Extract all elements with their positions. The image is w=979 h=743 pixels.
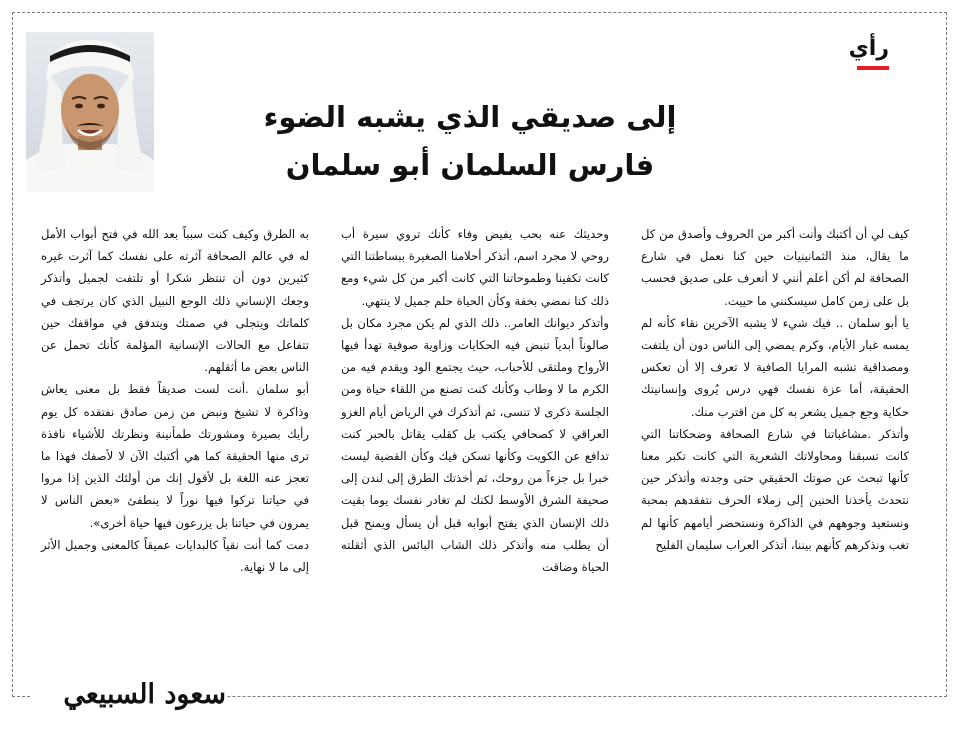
paragraph: يا أبو سلمان .. فيك شيء لا يشبه الآخرين نقاء كأنه لم يمسه غبار الأيام، وكرم يمضي إلى الناس دون أن يلتفت ومصداقية تشبه المرايا الصافية لا تعرف إلا أن تعكس الحقيقة، أما عزة نفسك فهي درس يُروى وإنسانيتك حكاية وجع جميل يشعر به كل من اقترب منك. [641,315,909,419]
article-column-3 [41,223,309,578]
article-column-1 [641,223,909,556]
paragraph: كيف لي أن أكتبك وأنت أكبر من الحروف وأصدق من كل ما يقال، منذ الثمانينيات حين كنا نعمل في شارع الصحافة لم أكن أعلم أنني لا أتعرف على صديق فحسب بل على زمن كامل سيسكنني ما حييت. [641,227,909,308]
section-label: رأي [848,36,889,61]
article-column-2 [341,223,609,578]
section-underline [857,66,889,70]
headline-line-2: فارس السلمان أبو سلمان [285,148,655,182]
author-signature: سعود السبيعي [30,676,226,712]
paragraph: به الطرق وكيف كنت سبباً بعد الله في فتح أبواب الأمل له في عالم الصحافة آثرته على نفسك كما آثرت غيره كثيرين دون أن تنتظر شكرا أو تلتفت لجميل وأتذكر وجعك الإنساني ذلك الوجع النبيل الذي كان يرتجف في كلماتك ويتجلى في صمتك ويتدفق في مواقفك حين تتفاعل مع الحالات الإنسانية المؤلمة كأنك تحمل عن الناس بعض ما أثقلهم. [41,227,309,375]
paragraph: دمت كما أنت نقياً كالبدايات عميقاً كالمعنى وجميل الأثر إلى ما لا نهاية. [41,537,309,575]
paragraph: وأتذكر ديوانك العامر.. ذلك الذي لم يكن مجرد مكان بل صالوناً أبدياً تنبض فيه الحكايات وزاوية صوفية تهدأ فيها الأرواح وملتقى للأحباب، حيث يجتمع الود ويقدم فيه من الكرم ما لا وطاب وكأنك كنت تصنع من اللقاء حياة ومن الجلسة ذكرى لا تنسى، ثم أتذكرك في الرياض أيام الغزو العراقي لا كصحافي يكتب بل كقلب يقاتل بالحبر كنت تدافع عن الكويت وكأنها تسكن فيك وكأن القضية ليست خبرا بل جزءاً من روحك، ثم أخذتك الطرق إلى لندن إلى صحيفة الشرق الأوسط لكنك لم تغادر نفسك يوما بقيت ذلك الإنسان الذي يفتح أبوابه قبل أن يسأل ويمنح قبل أن يطلب منه وأتذكر ذلك الشاب البائس الذي أثقلته الحياة وضاقت [341,315,609,575]
paragraph: وحديثك عنه بحب يفيض وفاء كأنك تروي سيرة أب روحي لا مجرد اسم، أتذكر أحلامنا الصغيرة ببساطتنا التي كانت تكفينا وطموحاتنا التي كانت أكبر من كل شيء ومع ذلك كنا نمضي بخفة وكأن الحياة حلم جميل لا ينتهي. [341,227,609,308]
paragraph: أبو سلمان .أنت لست صديقاً فقط بل معنى يعاش وذاكرة لا تشيخ ونبض من زمن صادق نفتقده كل يوم رأيك بصيرة ومشورتك طمأنينة ونظرتك للأشياء نافذة ترى منها الحقيقة كما هي أكتبك الآن لا لأصفك فهذا ما تعجز عنه اللغة بل لأقول إنك من أولئك الذين إذا مروا في حياتنا تركوا فيها نوراً لا ينطفئ «بعض الناس لا يمرون في حياتنا بل يزرعون فيها حياة أخرى». [41,382,309,530]
headline-line-1: إلى صديقي الذي يشبه الضوء [263,100,677,134]
paragraph: وأتذكر .مشاغباتنا في شارع الصحافة وضحكاتنا التي كانت تسبقنا ومحاولاتك الشعرية التي كانت تكبر معنا كأنها تبحث عن صوتك الحقيقي حتى وجدته وأتذكر حين نتحدث يأخذنا الحنين إلى زملاء الحرف نتفقدهم بمحبة ونستعيد وجوههم في الذاكرة ونستحضر أيامهم كأنها لم تغب ونذكرهم كأنهم بيننا، أتذكر العراب سليمان الفليح [641,426,909,552]
author-photo [26,32,154,192]
